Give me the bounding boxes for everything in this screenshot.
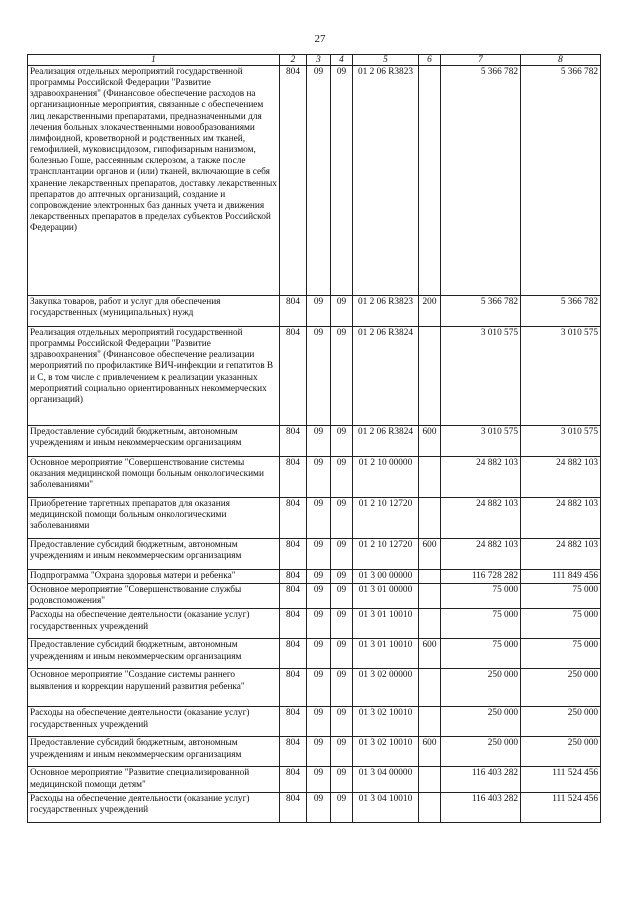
row-amount-col7: 250 000 [441, 707, 521, 737]
column-header: 2 [280, 55, 307, 66]
row-amount-col7: 5 366 782 [441, 66, 521, 296]
row-amount-col7: 3 010 575 [441, 426, 521, 457]
row-name: Реализация отдельных мероприятий государственной программы Российской Федерации "Развитие здравоохранения" (Финансовое обеспечение расходов на организационные мероприятия, связанные с обеспечением лиц лекарственными препаратами, предназначенными для лечения больных злокачественными новообразованиями лимфоидной, кроветворной и родственных им тканей, гемофилией, муковисцидозом, гипофизарным нанизмом, болезнью Гоше, рассеянным склерозом, а также после трансплантации органов и (или) тканей, включающие в себя хранение лекарственных препаратов, доставку лекарственных препаратов до аптечных организаций, создание и сопровождение электронных баз данных учета и движения лекарственных препаратов в пределах субъектов Российской Федерации) [28, 66, 280, 296]
row-name: Расходы на обеспечение деятельности (оказание услуг) государственных учреждений [28, 792, 280, 822]
row-ministry-code: 804 [280, 669, 307, 707]
table-row [28, 570, 601, 584]
column-header: 1 [28, 55, 280, 66]
row-target-article: 01 2 06 R3823 [353, 296, 419, 327]
row-expense-type: 600 [419, 737, 441, 767]
column-header: 6 [419, 55, 441, 66]
row-target-article: 01 3 04 10010 [353, 792, 419, 822]
row-ministry-code: 804 [280, 327, 307, 426]
column-number-row [28, 55, 601, 66]
row-subsection-code: 09 [331, 426, 353, 457]
row-subsection-code: 09 [331, 737, 353, 767]
row-ministry-code: 804 [280, 584, 307, 609]
row-target-article: 01 2 10 12720 [353, 539, 419, 570]
row-amount-col8: 75 000 [521, 584, 601, 609]
column-header: 8 [521, 55, 601, 66]
row-subsection-code: 09 [331, 296, 353, 327]
row-amount-col8: 5 366 782 [521, 296, 601, 327]
row-amount-col7: 75 000 [441, 609, 521, 639]
row-section-code: 09 [307, 66, 331, 296]
row-ministry-code: 804 [280, 639, 307, 669]
row-amount-col8: 75 000 [521, 609, 601, 639]
row-target-article: 01 2 06 R3824 [353, 327, 419, 426]
budget-table [27, 54, 601, 823]
row-name: Расходы на обеспечение деятельности (оказание услуг) государственных учреждений [28, 609, 280, 639]
row-expense-type [419, 570, 441, 584]
row-subsection-code: 09 [331, 669, 353, 707]
row-subsection-code: 09 [331, 584, 353, 609]
row-ministry-code: 804 [280, 498, 307, 539]
row-name: Приобретение таргетных препаратов для оказания медицинской помощи больным онкологическими заболеваниями [28, 498, 280, 539]
row-section-code: 09 [307, 327, 331, 426]
row-amount-col8: 250 000 [521, 737, 601, 767]
row-expense-type [419, 792, 441, 822]
row-section-code: 09 [307, 707, 331, 737]
row-ministry-code: 804 [280, 570, 307, 584]
row-section-code: 09 [307, 792, 331, 822]
row-subsection-code: 09 [331, 539, 353, 570]
row-name: Основное мероприятие "Развитие специализированной медицинской помощи детям" [28, 767, 280, 792]
row-amount-col8: 24 882 103 [521, 498, 601, 539]
row-target-article: 01 3 01 10010 [353, 639, 419, 669]
row-amount-col7: 3 010 575 [441, 327, 521, 426]
row-amount-col7: 116 403 282 [441, 767, 521, 792]
row-target-article: 01 2 06 R3823 [353, 66, 419, 296]
table-row [28, 669, 601, 707]
row-section-code: 09 [307, 737, 331, 767]
column-header: 4 [331, 55, 353, 66]
row-expense-type [419, 707, 441, 737]
row-target-article: 01 2 10 12720 [353, 498, 419, 539]
row-amount-col7: 24 882 103 [441, 498, 521, 539]
row-amount-col8: 24 882 103 [521, 539, 601, 570]
row-name: Основное мероприятие "Совершенствование системы оказания медицинской помощи больным онкологическими заболеваниями" [28, 457, 280, 498]
row-name: Основное мероприятие "Совершенствование службы родовспоможения" [28, 584, 280, 609]
row-section-code: 09 [307, 457, 331, 498]
row-amount-col7: 75 000 [441, 584, 521, 609]
row-section-code: 09 [307, 584, 331, 609]
row-expense-type [419, 584, 441, 609]
row-section-code: 09 [307, 669, 331, 707]
row-subsection-code: 09 [331, 639, 353, 669]
row-expense-type [419, 669, 441, 707]
row-subsection-code: 09 [331, 498, 353, 539]
row-amount-col8: 250 000 [521, 707, 601, 737]
row-amount-col8: 24 882 103 [521, 457, 601, 498]
row-amount-col8: 5 366 782 [521, 66, 601, 296]
row-section-code: 09 [307, 570, 331, 584]
row-amount-col7: 250 000 [441, 737, 521, 767]
row-amount-col7: 116 728 282 [441, 570, 521, 584]
table-row [28, 327, 601, 426]
row-section-code: 09 [307, 539, 331, 570]
row-subsection-code: 09 [331, 609, 353, 639]
table-row [28, 296, 601, 327]
row-ministry-code: 804 [280, 792, 307, 822]
row-ministry-code: 804 [280, 767, 307, 792]
row-section-code: 09 [307, 498, 331, 539]
row-amount-col8: 3 010 575 [521, 327, 601, 426]
row-target-article: 01 3 02 10010 [353, 707, 419, 737]
table-row [28, 639, 601, 669]
row-expense-type [419, 767, 441, 792]
row-subsection-code: 09 [331, 570, 353, 584]
row-target-article: 01 2 06 R3824 [353, 426, 419, 457]
row-amount-col7: 116 403 282 [441, 792, 521, 822]
row-amount-col8: 111 849 456 [521, 570, 601, 584]
row-subsection-code: 09 [331, 327, 353, 426]
row-subsection-code: 09 [331, 767, 353, 792]
row-expense-type [419, 66, 441, 296]
table-row [28, 498, 601, 539]
row-expense-type [419, 609, 441, 639]
row-expense-type: 200 [419, 296, 441, 327]
table-row [28, 584, 601, 609]
row-ministry-code: 804 [280, 707, 307, 737]
row-amount-col8: 111 524 456 [521, 767, 601, 792]
table-row [28, 66, 601, 296]
row-target-article: 01 2 10 00000 [353, 457, 419, 498]
table-row [28, 792, 601, 822]
row-name: Предоставление субсидий бюджетным, автономным учреждениям и иным некоммерческим организациям [28, 639, 280, 669]
row-subsection-code: 09 [331, 66, 353, 296]
row-section-code: 09 [307, 296, 331, 327]
row-name: Предоставление субсидий бюджетным, автономным учреждениям и иным некоммерческим организациям [28, 426, 280, 457]
row-name: Основное мероприятие "Создание системы раннего выявления и коррекции нарушений развития ребенка" [28, 669, 280, 707]
row-section-code: 09 [307, 639, 331, 669]
table-row [28, 539, 601, 570]
page-number: 27 [314, 33, 326, 45]
row-name: Реализация отдельных мероприятий государственной программы Российской Федерации "Развитие здравоохранения" (Финансовое обеспечение реализации мероприятий по профилактике ВИЧ-инфекции и гепатитов В и С, в том числе с привлечением к реализации указанных мероприятий социально ориентированных некоммерческих организаций) [28, 327, 280, 426]
row-ministry-code: 804 [280, 426, 307, 457]
row-target-article: 01 3 01 00000 [353, 584, 419, 609]
row-target-article: 01 3 04 00000 [353, 767, 419, 792]
row-expense-type: 600 [419, 539, 441, 570]
row-section-code: 09 [307, 609, 331, 639]
row-amount-col7: 5 366 782 [441, 296, 521, 327]
row-subsection-code: 09 [331, 792, 353, 822]
row-subsection-code: 09 [331, 457, 353, 498]
column-header: 5 [353, 55, 419, 66]
table-row [28, 457, 601, 498]
table-row [28, 767, 601, 792]
row-amount-col8: 75 000 [521, 639, 601, 669]
row-name: Подпрограмма "Охрана здоровья матери и ребенка" [28, 570, 280, 584]
row-name: Предоставление субсидий бюджетным, автономным учреждениям и иным некоммерческим организациям [28, 737, 280, 767]
table-row [28, 737, 601, 767]
column-header: 3 [307, 55, 331, 66]
row-section-code: 09 [307, 426, 331, 457]
row-target-article: 01 3 02 00000 [353, 669, 419, 707]
row-ministry-code: 804 [280, 737, 307, 767]
row-expense-type [419, 457, 441, 498]
row-subsection-code: 09 [331, 707, 353, 737]
row-expense-type: 600 [419, 639, 441, 669]
row-amount-col7: 75 000 [441, 639, 521, 669]
row-amount-col8: 111 524 456 [521, 792, 601, 822]
row-section-code: 09 [307, 767, 331, 792]
row-amount-col7: 24 882 103 [441, 539, 521, 570]
row-ministry-code: 804 [280, 66, 307, 296]
row-target-article: 01 3 00 00000 [353, 570, 419, 584]
row-name: Закупка товаров, работ и услуг для обеспечения государственных (муниципальных) нужд [28, 296, 280, 327]
row-ministry-code: 804 [280, 296, 307, 327]
row-name: Расходы на обеспечение деятельности (оказание услуг) государственных учреждений [28, 707, 280, 737]
row-target-article: 01 3 02 10010 [353, 737, 419, 767]
row-target-article: 01 3 01 10010 [353, 609, 419, 639]
row-name: Предоставление субсидий бюджетным, автономным учреждениям и иным некоммерческим организациям [28, 539, 280, 570]
row-ministry-code: 804 [280, 539, 307, 570]
row-amount-col7: 24 882 103 [441, 457, 521, 498]
row-amount-col8: 3 010 575 [521, 426, 601, 457]
row-expense-type [419, 327, 441, 426]
table-row [28, 609, 601, 639]
table-row [28, 707, 601, 737]
row-expense-type: 600 [419, 426, 441, 457]
row-ministry-code: 804 [280, 457, 307, 498]
column-header: 7 [441, 55, 521, 66]
row-amount-col7: 250 000 [441, 669, 521, 707]
row-expense-type [419, 498, 441, 539]
row-ministry-code: 804 [280, 609, 307, 639]
row-amount-col8: 250 000 [521, 669, 601, 707]
table-row [28, 426, 601, 457]
